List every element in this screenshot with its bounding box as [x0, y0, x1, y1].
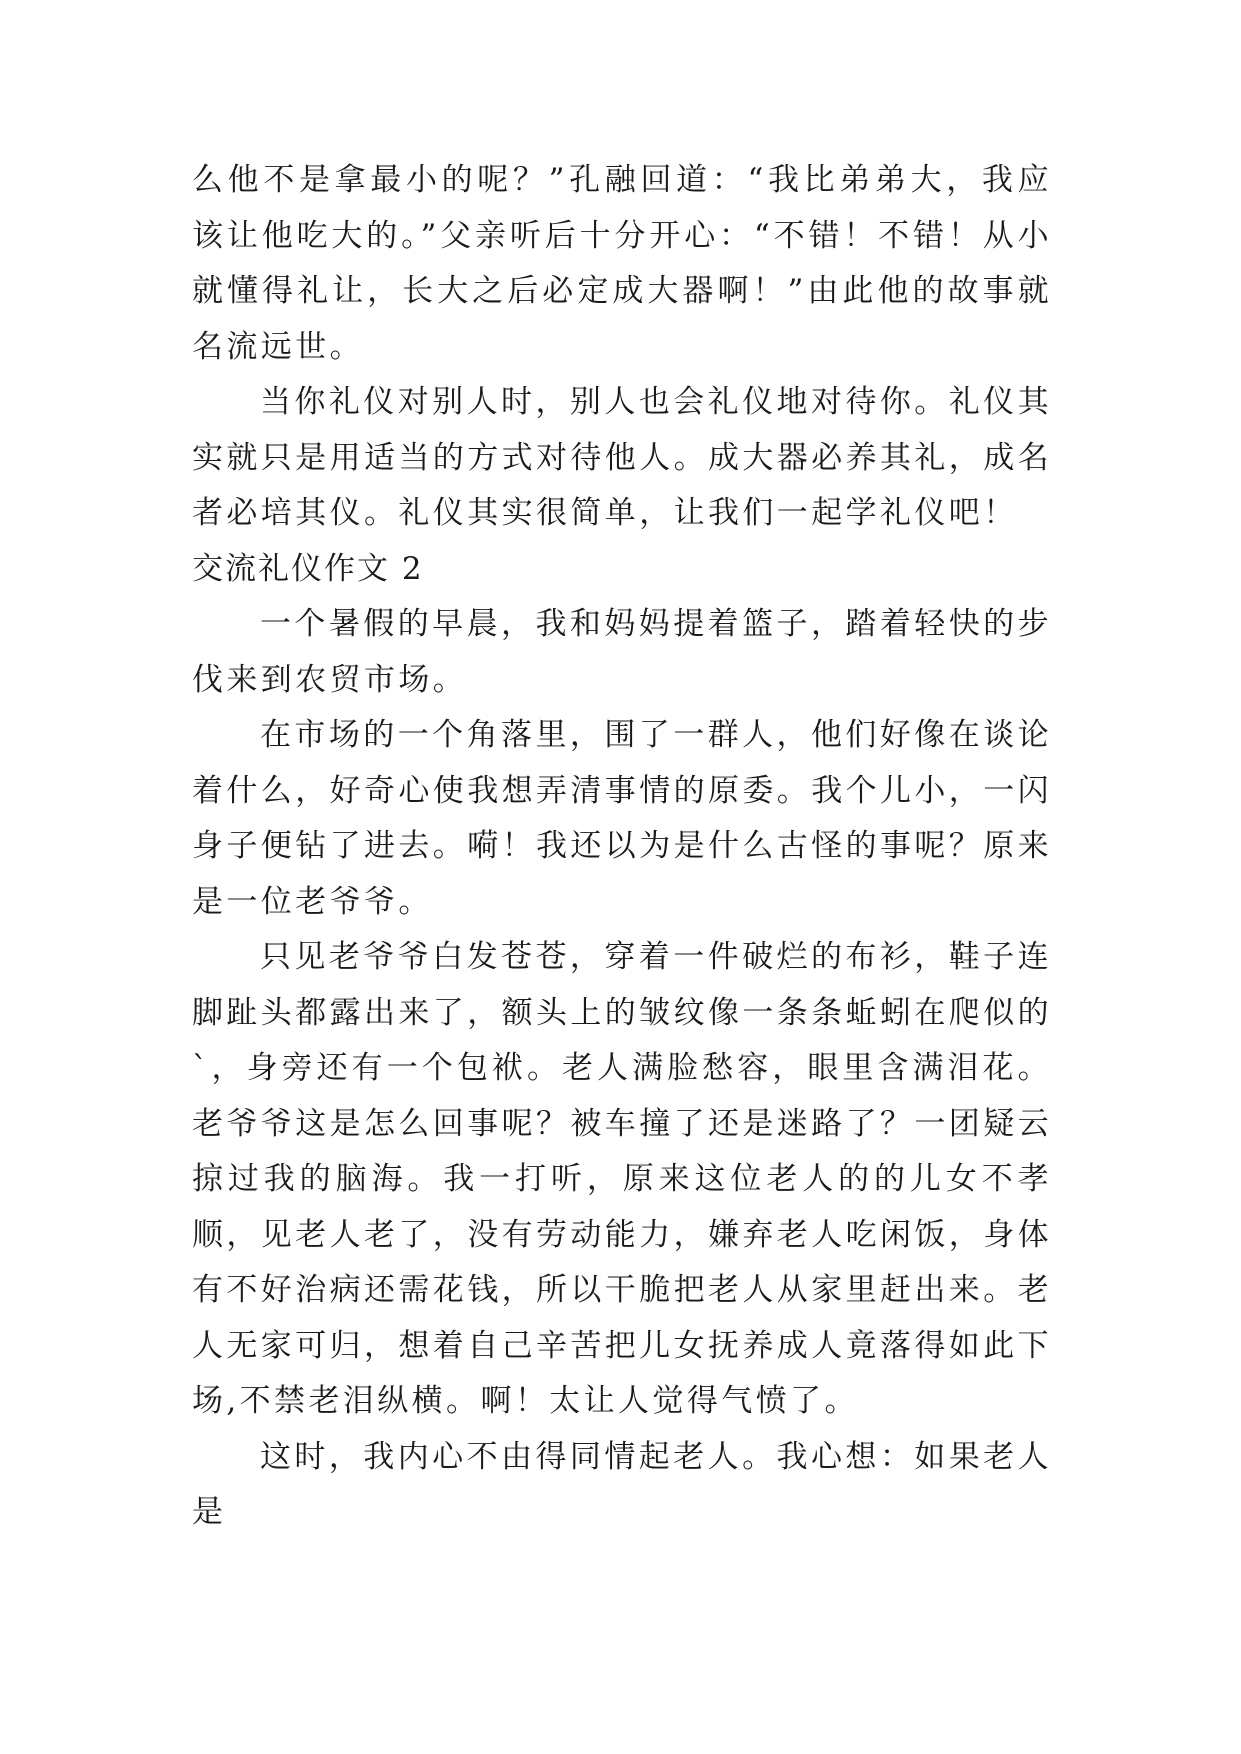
body-paragraph: 当你礼仪对别人时，别人也会礼仪地对待你。礼仪其实就只是用适当的方式对待他人。成大器必养其礼，成名者必培其仪。礼仪其实很简单，让我们一起学礼仪吧！: [192, 384, 1052, 531]
body-paragraph: 一个暑假的早晨，我和妈妈提着篮子，踏着轻快的步伐来到农贸市场。: [192, 606, 1052, 698]
body-paragraph: 么他不是拿最小的呢？”孔融回道：“我比弟弟大，我应该让他吃大的。”父亲听后十分开心：“不错！不错！从小就懂得礼让，长大之后必定成大器啊！”由此他的故事就名流远世。: [192, 162, 1052, 365]
section-title: 交流礼仪作文 2: [192, 550, 424, 587]
body-paragraph: 只见老爷爷白发苍苍，穿着一件破烂的布衫，鞋子连脚趾头都露出来了，额头上的皱纹像一条条蚯蚓在爬似的`，身旁还有一个包袱。老人满脸愁容，眼里含满泪花。老爷爷这是怎么回事呢？被车撞了还是迷路了？一团疑云掠过我的脑海。我一打听，原来这位老人的的儿女不孝顺，见老人老了，没有劳动能力，嫌弃老人吃闲饭，身体有不好治病还需花钱，所以干脆把老人从家里赶出来。老人无家可归，想着自己辛苦把儿女抚养成人竟落得如此下场,不禁老泪纵横。啊！太让人觉得气愤了。: [192, 939, 1052, 1419]
document-body: [192, 153, 1052, 1541]
body-paragraph: 这时，我内心不由得同情起老人。我心想：如果老人是: [192, 1438, 1052, 1530]
body-paragraph: 在市场的一个角落里，围了一群人，他们好像在谈论着什么，好奇心使我想弄清事情的原委。我个儿小，一闪身子便钻了进去。嗬！我还以为是什么古怪的事呢？原来是一位老爷爷。: [192, 717, 1052, 920]
